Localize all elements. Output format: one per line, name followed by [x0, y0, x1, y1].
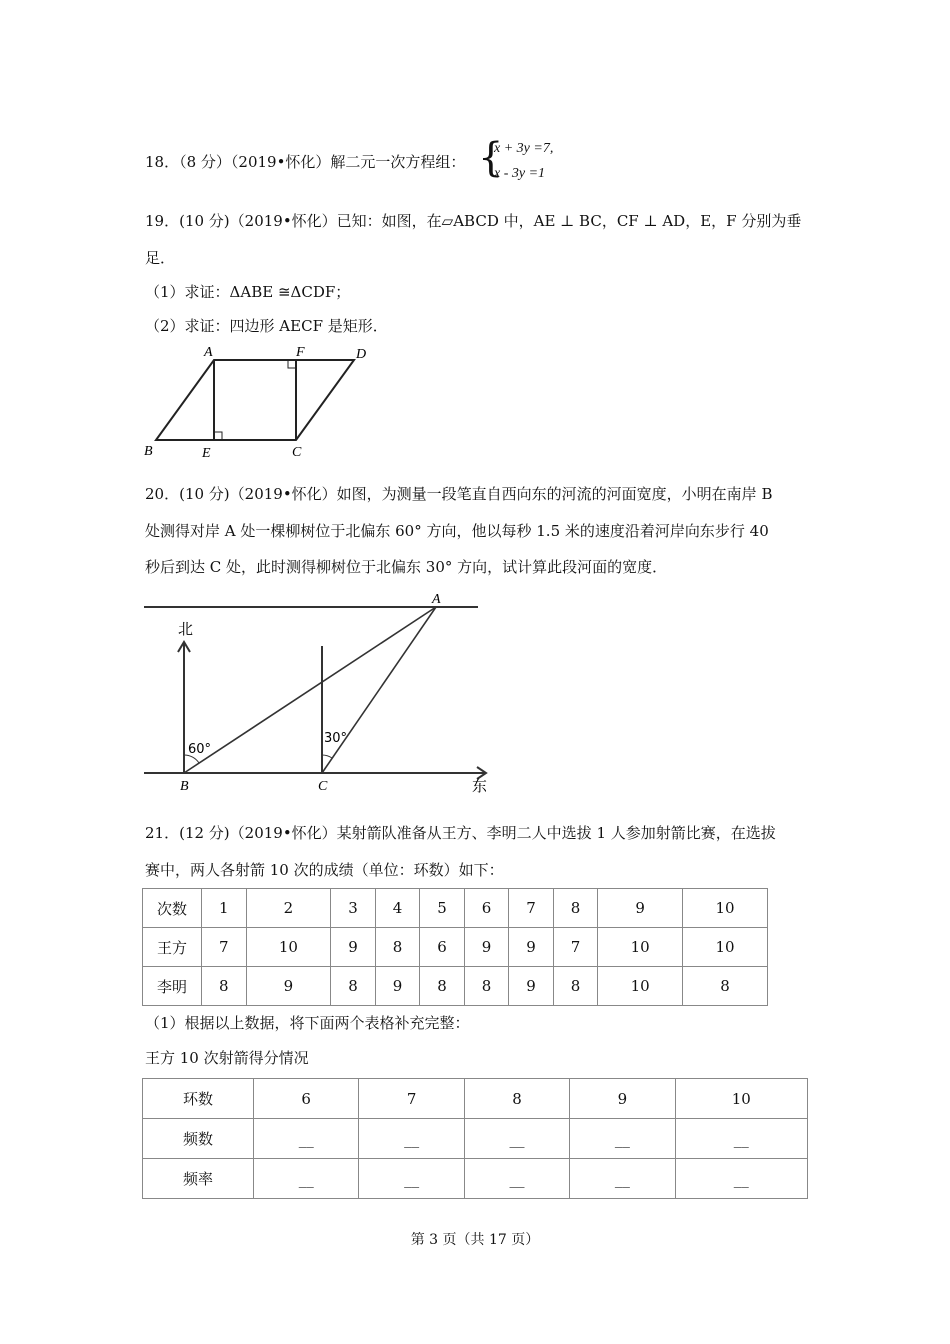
table-cell: 次数	[143, 889, 202, 928]
table-cell: 频数	[143, 1119, 254, 1159]
table-cell: 李明	[143, 967, 202, 1006]
table-cell[interactable]: __	[675, 1159, 807, 1199]
table-cell: 5	[420, 889, 465, 928]
system-brace: {	[478, 135, 504, 181]
table-row	[143, 1119, 808, 1159]
table-cell: 9	[375, 967, 420, 1006]
q19-line2: 足．	[145, 249, 176, 267]
table-cell: 8	[420, 967, 465, 1006]
table-cell[interactable]: __	[570, 1119, 675, 1159]
q18-eq2: x - 3y =1	[494, 166, 546, 181]
table-cell: 10	[683, 889, 768, 928]
table-cell[interactable]: __	[254, 1159, 359, 1199]
table-cell: 8	[375, 928, 420, 967]
table-cell: 10	[598, 928, 683, 967]
label-north: 北	[178, 620, 194, 638]
label-angle-30: 30°	[324, 731, 348, 746]
table-cell[interactable]: __	[675, 1119, 807, 1159]
table-cell: 6	[464, 889, 509, 928]
table2-title: 王方 10 次射箭得分情况	[145, 1049, 309, 1067]
table-cell: 8	[464, 1079, 569, 1119]
label-east: 东	[472, 777, 488, 795]
right-angle-e	[214, 432, 222, 440]
label-e: E	[202, 446, 211, 461]
q21-line1: 21．(12 分)（2019•怀化）某射箭队准备从王方、李明二人中选拔 1 人参加射箭比赛，在选拔	[145, 824, 776, 842]
q19-part2: （2）求证：四边形 AECF 是矩形．	[145, 317, 388, 335]
table-cell: 10	[683, 928, 768, 967]
label-f: F	[296, 345, 305, 360]
table-cell: 7	[553, 928, 598, 967]
table-cell[interactable]: __	[359, 1119, 464, 1159]
q20-line1: 20．(10 分)（2019•怀化）如图，为测量一段笔直自西向东的河流的河面宽度，小明在南岸 B	[145, 485, 773, 503]
q20-line2: 处测得对岸 A 处一棵柳树位于北偏东 60° 方向，他以每秒 1.5 米的速度沿着河岸向东步行 40	[145, 522, 769, 540]
label-river-a: A	[432, 592, 441, 607]
label-c: C	[292, 445, 302, 460]
table-row	[143, 1159, 808, 1199]
table-row	[143, 928, 768, 967]
parallelogram-figure	[140, 340, 380, 465]
q19-line1: 19．(10 分)（2019•怀化）已知：如图，在▱ABCD 中，AE ⊥ BC，CF ⊥ AD，E，F 分别为垂	[145, 212, 802, 230]
right-angle-f	[288, 360, 296, 368]
table-cell: 9	[509, 967, 554, 1006]
q18-prefix: 18．（8 分）（2019•怀化）解二元一次方程组：	[145, 153, 466, 171]
table-cell: 3	[331, 889, 376, 928]
table-row	[143, 1079, 808, 1119]
page-footer: 第 3 页（共 17 页）	[410, 1232, 540, 1248]
table-cell: 7	[359, 1079, 464, 1119]
label-a: A	[204, 345, 213, 360]
table-cell[interactable]: __	[464, 1159, 569, 1199]
angle-arc-c	[322, 755, 332, 758]
frequency-table	[142, 1078, 808, 1199]
table-cell: 10	[246, 928, 331, 967]
table-cell: 8	[464, 967, 509, 1006]
table-cell: 6	[420, 928, 465, 967]
table-cell: 9	[570, 1079, 675, 1119]
label-angle-60: 60°	[188, 742, 212, 757]
table-cell: 8	[202, 967, 247, 1006]
table-cell: 9	[598, 889, 683, 928]
q21-line2: 赛中，两人各射箭 10 次的成绩（单位：环数）如下：	[145, 861, 504, 879]
table-cell: 8	[331, 967, 376, 1006]
q18-eq1: x + 3y =7,	[494, 141, 554, 156]
table-cell: 10	[675, 1079, 807, 1119]
q20-line3: 秒后到达 C 处，此时测得柳树位于北偏东 30° 方向，试计算此段河面的宽度．	[145, 558, 668, 576]
table-cell: 9	[246, 967, 331, 1006]
table-cell: 10	[598, 967, 683, 1006]
table-cell[interactable]: __	[254, 1119, 359, 1159]
table-cell: 1	[202, 889, 247, 928]
table-cell: 8	[553, 967, 598, 1006]
label-river-b: B	[180, 779, 189, 794]
table-cell: 2	[246, 889, 331, 928]
table-cell: 8	[553, 889, 598, 928]
table-row	[143, 967, 768, 1006]
q19-part1: （1）求证：ΔABE ≅ΔCDF；	[145, 283, 351, 301]
table-cell: 环数	[143, 1079, 254, 1119]
table-cell: 王方	[143, 928, 202, 967]
label-b: B	[144, 444, 153, 459]
table-cell: 7	[202, 928, 247, 967]
scores-table	[142, 888, 768, 1006]
label-d: D	[356, 347, 367, 362]
table-cell: 4	[375, 889, 420, 928]
q21-part1: （1）根据以上数据，将下面两个表格补充完整：	[145, 1014, 470, 1032]
table-cell: 9	[331, 928, 376, 967]
line-ba	[184, 607, 436, 773]
table-cell: 8	[683, 967, 768, 1006]
line-ca	[322, 607, 436, 773]
table-cell: 频率	[143, 1159, 254, 1199]
parallelogram-abcd	[156, 360, 354, 440]
label-river-c: C	[318, 779, 328, 794]
table-cell: 9	[464, 928, 509, 967]
river-figure	[140, 590, 500, 800]
table-cell: 6	[254, 1079, 359, 1119]
table-cell[interactable]: __	[464, 1119, 569, 1159]
table-cell[interactable]: __	[570, 1159, 675, 1199]
table-cell[interactable]: __	[359, 1159, 464, 1199]
table-cell: 7	[509, 889, 554, 928]
table-cell: 9	[509, 928, 554, 967]
table-row	[143, 889, 768, 928]
